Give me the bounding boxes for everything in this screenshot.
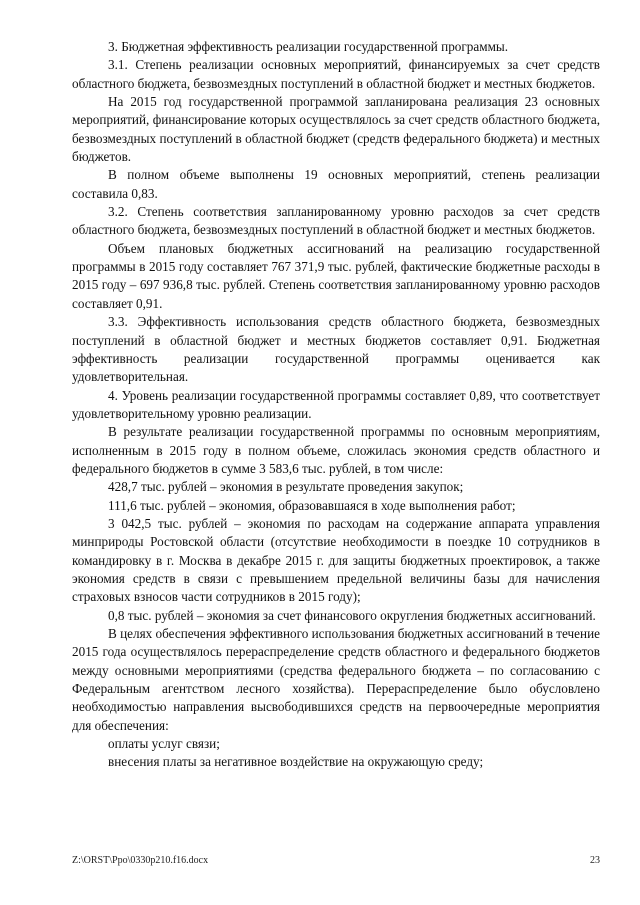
paragraph: На 2015 год государственной программой запланирована реализация 23 основных мероприятий, финансирование которых осуществлялось за счет средств областного бюджета, безвозмездных поступлений в областной бюджет (средств федерального бюджета) и местных бюджетов.	[72, 94, 600, 165]
paragraph: 3.2. Степень соответствия запланированному уровню расходов за счет средств областного бюджета, безвозмездных поступлений в областной бюджет и местных бюджетов.	[72, 204, 600, 238]
paragraph: 3.3. Эффективность использования средств областного бюджета, безвозмездных поступлений в областной бюджет и местных бюджетов составляет 0,91. Бюджетная эффективность реализации государственной программы оценивается как удовлетворительная.	[72, 314, 600, 385]
paragraph: 3.1. Степень реализации основных мероприятий, финансируемых за счет средств областного бюджета, безвозмездных поступлений в областной бюджет и местных бюджетов.	[72, 57, 600, 91]
list-item: 0,8 тыс. рублей – экономия за счет финансового округления бюджетных ассигнований.	[108, 607, 596, 623]
paragraph: В полном объеме выполнены 19 основных мероприятий, степень реализации составила 0,83.	[72, 167, 600, 201]
list-item: внесения платы за негативное воздействие на окружающую среду;	[108, 754, 484, 770]
document-body	[72, 38, 600, 772]
paragraph: 4. Уровень реализации государственной программы составляет 0,89, что соответствует удовлетворительному уровню реализации.	[72, 387, 600, 421]
paragraph: В целях обеспечения эффективного использования бюджетных ассигнований в течение 2015 года осуществлялось перераспределение средств областного и федерального бюджетов между основными мероприятиями (средства федерального бюджета – по согласованию с Федеральным агентством лесного хозяйства). Перераспределение было обусловлено необходимостью направления высвободившихся средств на первоочередные мероприятия для обеспечения:	[72, 626, 600, 733]
page-number: 23	[590, 855, 600, 866]
file-path: Z:\ORST\Ppo\0330p210.f16.docx	[72, 855, 209, 866]
paragraph: Объем плановых бюджетных ассигнований на реализацию государственной программы в 2015 году составляет 767 371,9 тыс. рублей, фактические бюджетные расходы в 2015 году – 697 936,8 тыс. рублей. Степень соответствия запланированному уровню расходов составляет 0,91.	[72, 240, 600, 311]
list-item: 3 042,5 тыс. рублей – экономия по расходам на содержание аппарата управления минприроды Ростовской области (отсутствие необходимости в поездке 10 сотрудников в командировку в г. Москва в декабре 2015 г. для защиты бюджетных проектировок, а также экономия средств в связи с превышением предельной величины базы для начисления страховых взносов части сотрудников в 2015 году);	[72, 515, 600, 605]
list-item: оплаты услуг связи;	[108, 736, 220, 752]
paragraph: В результате реализации государственной программы по основным мероприятиям, исполненным в 2015 году в полном объеме, сложилась экономия средств областного и федерального бюджетов в сумме 3 583,6 тыс. рублей, в том числе:	[72, 424, 600, 476]
list-item: 428,7 тыс. рублей – экономия в результате проведения закупок;	[108, 479, 464, 495]
list-item: 111,6 тыс. рублей – экономия, образовавшаяся в ходе выполнения работ;	[108, 497, 516, 513]
section-heading: 3. Бюджетная эффективность реализации государственной программы.	[108, 39, 509, 54]
